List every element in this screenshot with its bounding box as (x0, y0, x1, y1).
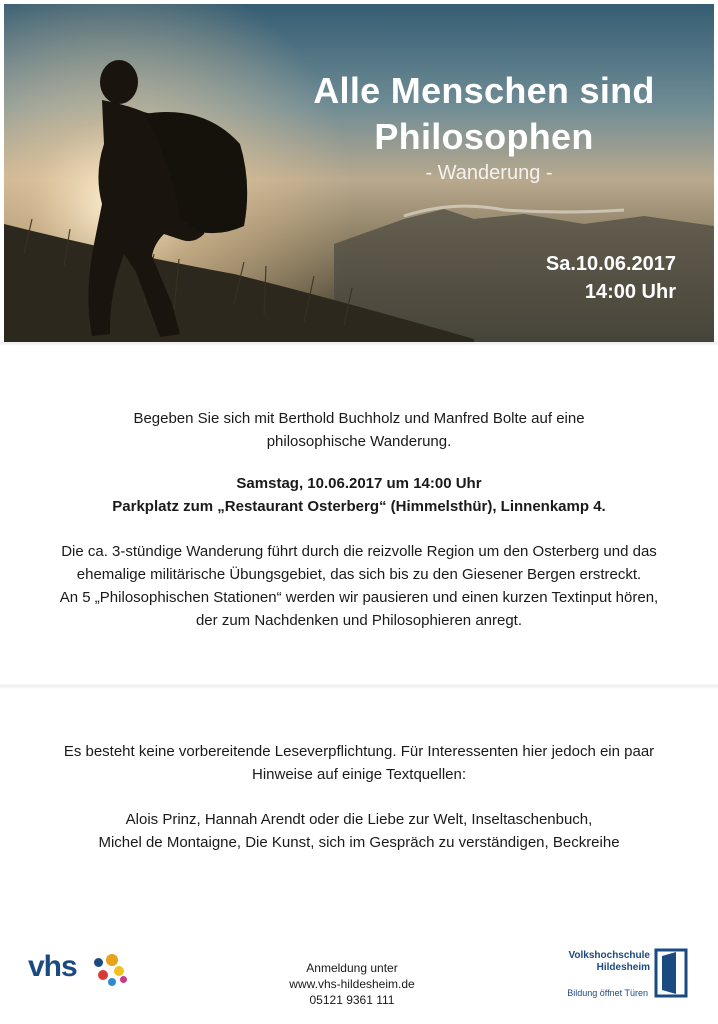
logo-dot (106, 954, 118, 966)
vhs-logo-text: vhs (28, 950, 77, 983)
registration-label: Anmeldung unter (306, 961, 398, 975)
event-date: Sa.10.06.2017 (545, 253, 676, 275)
source-line: Alois Prinz, Hannah Arendt oder die Liebe zur Welt, Inseltaschenbuch, (125, 811, 593, 828)
website-link[interactable]: www.vhs-hildesheim.de (289, 977, 415, 991)
description-line: der zum Nachdenken und Philosophieren anregt. (195, 612, 523, 629)
org-name-line2: Hildesheim (596, 962, 650, 973)
logo-dot (114, 966, 124, 976)
org-name-line1: Volkshochschule (568, 950, 650, 961)
paper-fold-line (0, 683, 718, 689)
reading-note (0, 740, 718, 786)
meeting-when: Samstag, 10.06.2017 um 14:00 Uhr (236, 475, 482, 492)
event-date-time (546, 250, 676, 306)
org-slogan: Bildung öffnet Türen (567, 988, 648, 998)
logo-dot (120, 976, 127, 983)
paper-crease (0, 340, 718, 346)
hero-title-line1: Alle Menschen sind (313, 70, 655, 111)
description-line: ehemalige militärische Übungsgebiet, das sich bis zu den Giesener Bergen erstreckt. (76, 566, 642, 583)
event-time: 14:00 Uhr (584, 281, 676, 303)
phone-number: 05121 9361 111 (309, 993, 395, 1007)
meeting-info (0, 472, 718, 518)
logo-dot (98, 970, 108, 980)
hero-image (4, 4, 714, 342)
vhs-hildesheim-logo (560, 946, 690, 1004)
text-sources (0, 808, 718, 854)
intro-line: Begeben Sie sich mit Berthold Buchholz und Manfred Bolte auf eine (133, 410, 585, 427)
hero-title (274, 68, 694, 160)
logo-dot (108, 978, 116, 986)
registration-info (252, 960, 452, 1008)
door-icon (654, 948, 688, 998)
description-line: An 5 „Philosophischen Stationen“ werden wir pausieren und einen kurzen Textinput hören, (59, 589, 659, 606)
description-line: Die ca. 3-stündige Wanderung führt durch die reizvolle Region um den Osterberg und das (61, 543, 657, 560)
reading-line: Hinweise auf einige Textquellen: (251, 766, 467, 783)
org-name (568, 950, 650, 974)
hero-subtitle: - Wanderung - (425, 162, 553, 184)
reading-line: Es besteht keine vorbereitende Leseverpflichtung. Für Interessenten hier jedoch ein paar (63, 743, 655, 760)
intro-text (0, 407, 718, 453)
hero-title-line2: Philosophen (374, 116, 594, 157)
vhs-logo (28, 950, 138, 994)
meeting-where: Parkplatz zum „Restaurant Osterberg“ (Himmelsthür), Linnenkamp 4. (112, 498, 606, 515)
logo-dot (94, 958, 103, 967)
source-line: Michel de Montaigne, Die Kunst, sich im Gespräch zu verständigen, Beckreihe (98, 834, 620, 851)
description-text (0, 540, 718, 632)
intro-line: philosophische Wanderung. (266, 433, 452, 450)
